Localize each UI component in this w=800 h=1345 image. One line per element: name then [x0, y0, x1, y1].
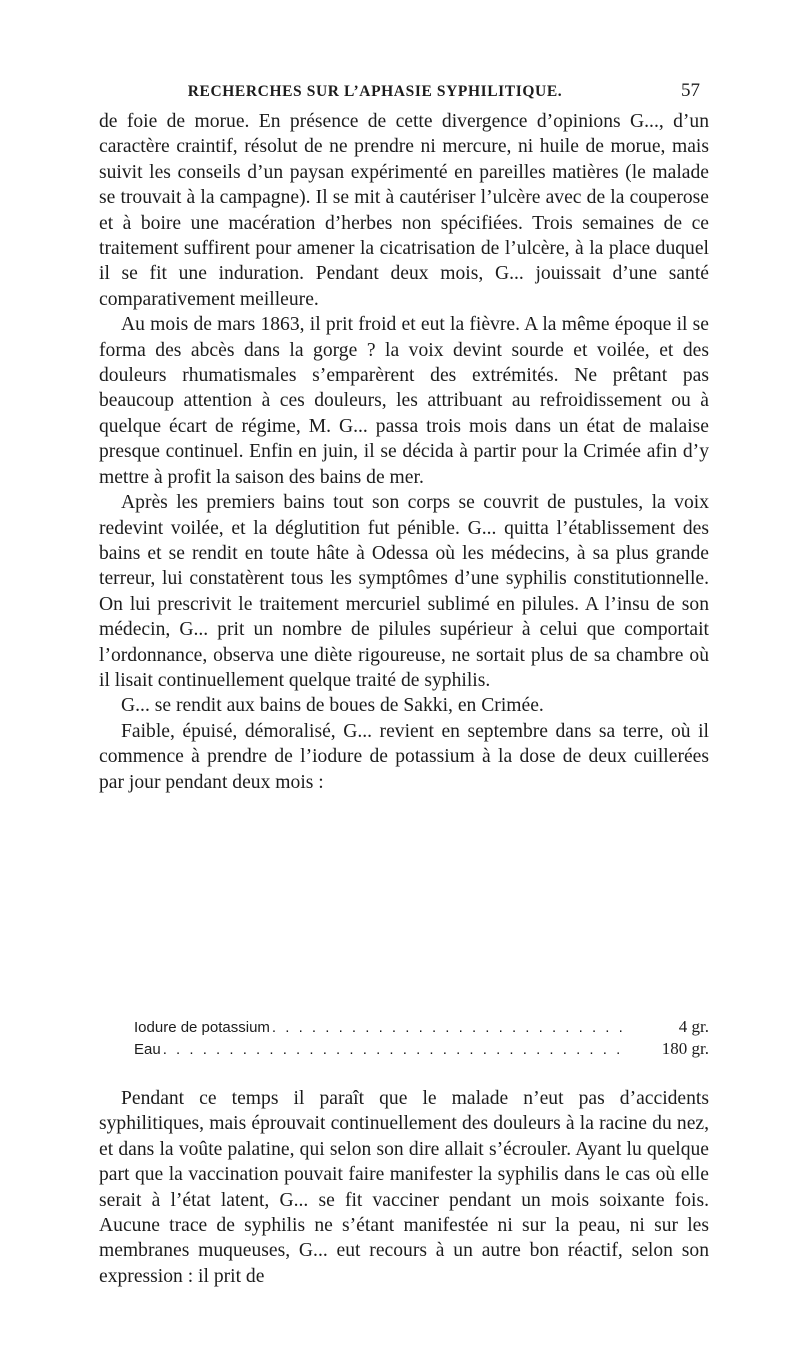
paragraph: Pendant ce temps il paraît que le malade n’eut pas d’accidents syphilitiques, mais éprouvait continuellement des douleurs à la racine du nez, et dans la voûte palatine, qui selon son dire allait s’écrouler. Ayant lu quelque part que la vaccination pouvait faire manifester la syphilis dans le cas où elle serait à l’état latent, G... se fit vacciner pendant un mois soixante fois. Aucune trace de syphilis ne s’étant manifestée ni sur la peau, ni sur les membranes muqueuses, G... eut recours à un autre bon réactif, selon son expression : il prit de	[99, 1088, 709, 1287]
paragraph: Au mois de mars 1863, il prit froid et eut la fièvre. A la même époque il se forma des abcès dans la gorge ? la voix devint sourde et voilée, et des douleurs rhumatismales s’emparèrent des extrémités. Ne prêtant pas beaucoup attention à ces douleurs, les attribuant au refroidissement ou à quelque écart de régime, M. G... passa trois mois dans un état de malaise presque continuel. Enfin en juin, il se décida à partir pour la Crimée afin d’y mettre à profit la saison des bains de mer.	[99, 314, 709, 488]
dot-leader	[272, 1017, 625, 1038]
ingredient-name: Eau	[134, 1041, 161, 1058]
body-text-after	[99, 1086, 709, 1289]
prescription-line	[134, 1038, 709, 1060]
ingredient-name: Iodure de potassium	[134, 1019, 270, 1036]
body-text	[99, 109, 709, 795]
paragraph: Après les premiers bains tout son corps se couvrit de pustules, la voix redevint voilée, et la déglutition fut pénible. G... quitta l’établissement des bains et se rendit en toute hâte à Odessa où les médecins, à sa plus grande terreur, lui constatèrent tous les symptômes d’une syphilis constitutionnelle. On lui prescrivit le traitement mercuriel sublimé en pilules. A l’insu de son médecin, G... prit un nombre de pilules supérieur à celui que comportait l’ordonnance, observa une diète rigoureuse, ne sortait plus de sa chambre où il lisait continuellement quelque traité de syphilis.	[99, 492, 709, 691]
paragraph: Faible, épuisé, démoralisé, G... revient en septembre dans sa terre, où il commence à prendre de l’iodure de potassium à la dose de deux cuillerées par jour pendant deux mois :	[99, 720, 709, 793]
paragraph-continuation: de foie de morue. En présence de cette divergence d’opinions G..., d’un caractère craintif, résolut de ne prendre ni mercure, ni huile de morue, mais suivit les conseils d’un paysan expérimenté en pareilles matières (le malade se trouvait à la campagne). Il se mit à cautériser l’ulcère avec de la couperose et à boire une macération d’herbes non spécifiées. Trois semaines de ce traitement suffirent pour amener la cicatrisation de l’ulcère, à la place duquel il se fit une induration. Pendant deux mois, G... jouissait d’une santé comparativement meilleure.	[99, 111, 709, 310]
ingredient-quantity: 180 gr.	[661, 1039, 709, 1058]
prescription-formula	[134, 1016, 709, 1060]
ingredient-quantity: 4 gr.	[678, 1017, 709, 1036]
page-number: 57	[681, 80, 700, 101]
paragraph: G... se rendit aux bains de boues de Sakki, en Crimée.	[121, 695, 544, 717]
dot-leader	[163, 1039, 625, 1060]
prescription-line	[134, 1016, 709, 1038]
running-head: RECHERCHES SUR L’APHASIE SYPHILITIQUE.	[187, 83, 563, 100]
